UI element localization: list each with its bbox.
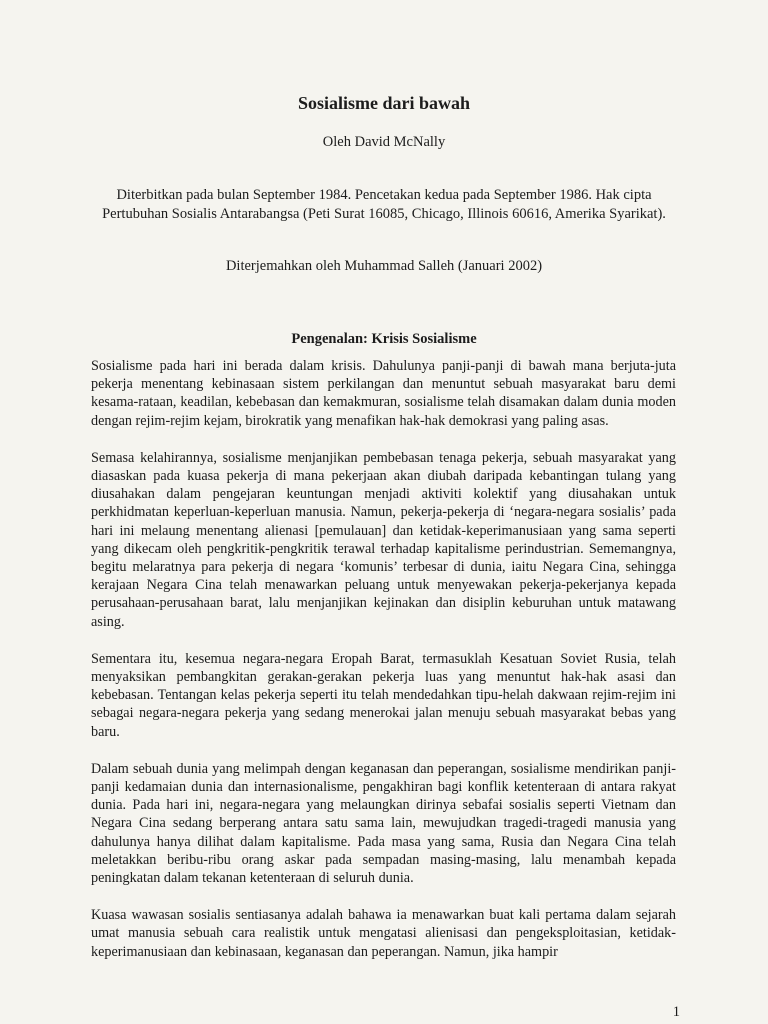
author-line: Oleh David McNally — [322, 134, 446, 150]
publication-info: Diterbitkan pada bulan September 1984. Pencetakan kedua pada September 1986. Hak cipta Pertubuhan Sosialis Antarabangsa (Peti Surat 16085, Chicago, Illinois 60616, Amerika Syarikat). — [102, 187, 666, 222]
paragraph-3: Sementara itu, kesemua negara-negara Eropah Barat, termasuklah Kesatuan Soviet Rusia, telah menyaksikan pembangkitan gerakan-gerakan pekerja luas yang menuntut hak-hak asasi dan kebebasan. Tentangan kelas pekerja seperti itu telah mendedahkan tipu-helah dakwaan rejim-rejim ini sebagai negara-negara pekerja yang sedang menerokai jalan menuju sebuah masyarakat bebas yang baru. — [91, 650, 676, 740]
paragraph-5: Kuasa wawasan sosialis sentiasanya adalah bahawa ia menawarkan buat kali pertama dalam sejarah umat manusia sebuah cara realistik untuk mengatasi alienisasi dan pengeksploitasian, ketidak-keperimanusiaan dan kebinasaan, keganasan dan peperangan. Namun, jika hampir — [91, 907, 676, 960]
body-text — [91, 357, 676, 980]
paragraph-4: Dalam sebuah dunia yang melimpah dengan keganasan dan peperangan, sosialisme mendirikan panji-panji kedamaian dunia dan internasionalisme, pengakhiran bagi konflik ketenteraan di antara rakyat dunia. Pada hari ini, negara-negara yang melaungkan dirinya sebafai sosialis seperti Vietnam dan Negara Cina sedang berperang antara satu sama lain, mewujudkan tragedi-tragedi manusia yang dahulunya hanya dilihat dalam kapitalisme. Pada masa yang sama, Rusia dan Negara Cina telah meletakkan beribu-ribu orang askar pada sempadan masing-masing, lalu menambah kepada peningkatan dalam tekanan ketenteraan di seluruh dunia. — [91, 760, 676, 887]
page-number: 1 — [672, 1004, 680, 1020]
translator-line: Diterjemahkan oleh Muhammad Salleh (Januari 2002) — [225, 258, 543, 274]
paragraph-2: Semasa kelahirannya, sosialisme menjanjikan pembebasan tenaga pekerja, sebuah masyarakat yang diasaskan pada kuasa pekerja di mana pekerjaan akan diubah daripada kebantingan tulang yang diusahakan dalam pengejaran keuntungan menjadi aktiviti kolektif yang diusahakan untuk perkhidmatan keperluan-keperluan manusia. Namun, pekerja-pekerja di ‘negara-negara sosialis’ pada hari ini melaung menentang alienasi [pemulauan] dan ketidak-keperimanusiaan yang sama seperti yang dikecam oleh pengkritik-pengkritik terawal terhadap kapitalisme perindustrian. Sememangnya, begitu melaratnya para pekerja di negara ‘komunis’ terbesar di dunia, iaitu Negara Cina, sehingga kerajaan Negara Cina telah menawarkan peluang untuk menyewakan pekerja-pekerjanya kepada perusahaan-perusahaan barat, lalu menjanjikan kejinakan dan disiplin keburuhan untuk matawang asing. — [91, 449, 676, 630]
section-heading: Pengenalan: Krisis Sosialisme — [291, 331, 477, 347]
document-title: Sosialisme dari bawah — [297, 93, 471, 113]
paragraph-1: Sosialisme pada hari ini berada dalam krisis. Dahulunya panji-panji di bawah mana berjuta-juta pekerja menentang kebinasaan sistem perkilangan dan menuntut sebuah masyarakat baru demi kesama-rataan, keadilan, kebebasan dan kemakmuran, sosialisme telah disamakan dalam dunia moden dengan rejim-rejim kejam, birokratik yang menafikan hak-hak demokrasi yang paling asas. — [91, 358, 676, 429]
